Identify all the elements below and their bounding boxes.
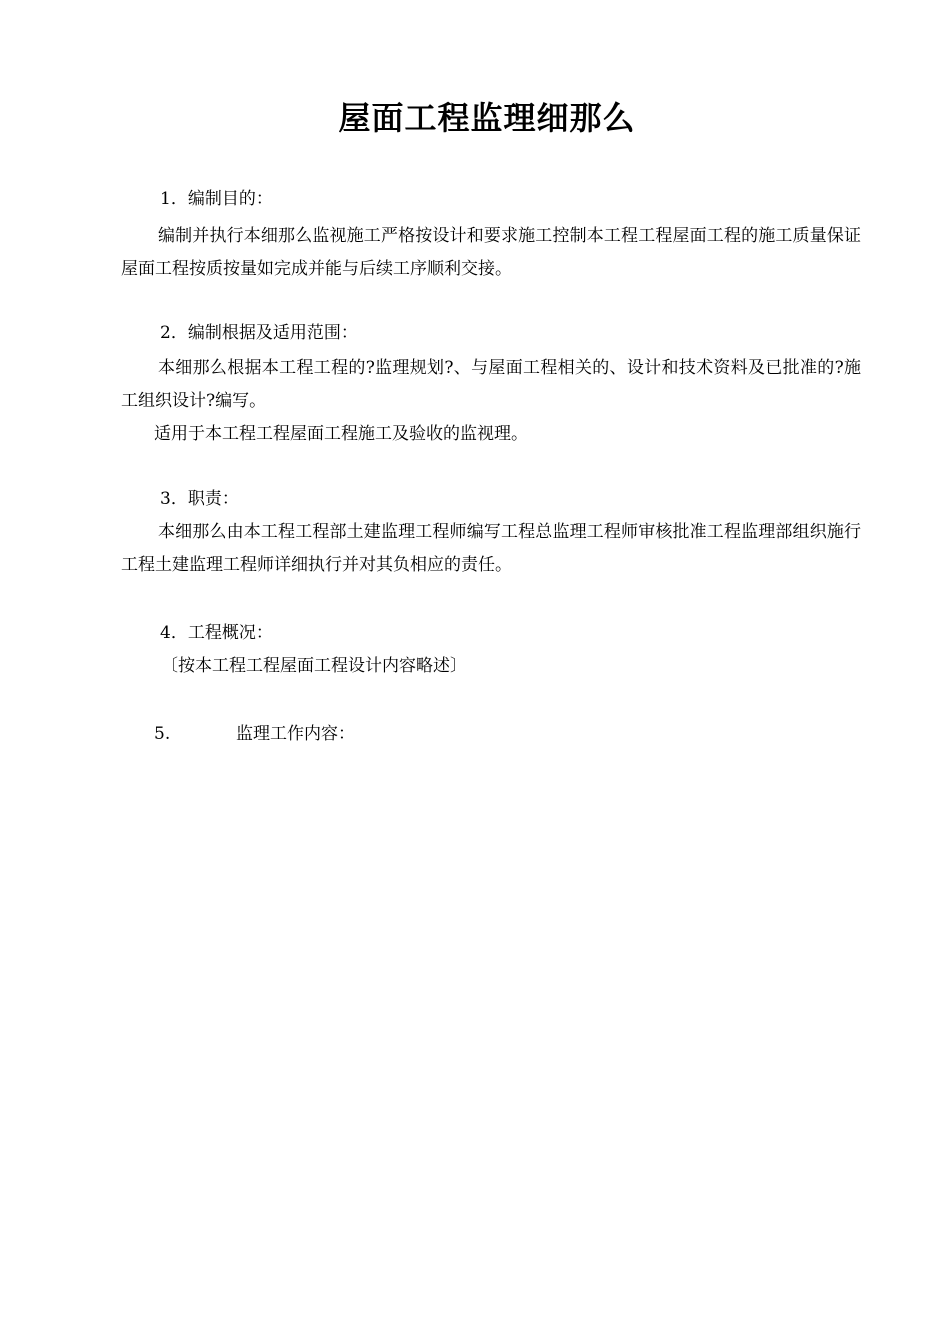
section-2-paragraph-2: 适用于本工程工程屋面工程施工及验收的监视理。 [154, 424, 528, 444]
section-4-title: 工程概况： [187, 623, 273, 643]
section-5-heading [154, 722, 355, 746]
section-1-heading [160, 187, 273, 211]
section-3-heading [160, 487, 239, 511]
section-5-title: 监理工作内容： [236, 724, 355, 744]
section-4-number: 4． [160, 623, 188, 643]
section-4-paragraph-1: 〔按本工程工程屋面工程设计内容略述〕 [161, 656, 467, 676]
section-4-heading [160, 621, 273, 645]
section-1-title: 编制目的： [187, 189, 273, 209]
section-2-title: 编制根据及适用范围： [187, 323, 358, 343]
section-3-title: 职责： [187, 489, 239, 509]
document-title: 屋面工程监理细那么 [338, 99, 636, 137]
section-2-heading [160, 321, 358, 345]
section-5-number: 5. [154, 724, 171, 744]
section-2-number: 2． [160, 323, 188, 343]
section-2-paragraph-1: 本细那么根据本工程工程的?监理规划?、与屋面工程相关的、设计和技术资料及已批准的?施工组织设计?编写。 [121, 358, 861, 411]
section-3-paragraph-1: 本细那么由本工程工程部土建监理工程师编写工程总监理工程师审核批准工程监理部组织施行工程土建监理工程师详细执行并对其负相应的责任。 [121, 522, 861, 575]
section-3-number: 3． [160, 489, 188, 509]
section-1-number: 1． [160, 189, 188, 209]
section-1-paragraph-1: 编制并执行本细那么监视施工严格按设计和要求施工控制本工程工程屋面工程的施工质量保证屋面工程按质按量如完成并能与后续工序顺利交接。 [121, 226, 861, 279]
